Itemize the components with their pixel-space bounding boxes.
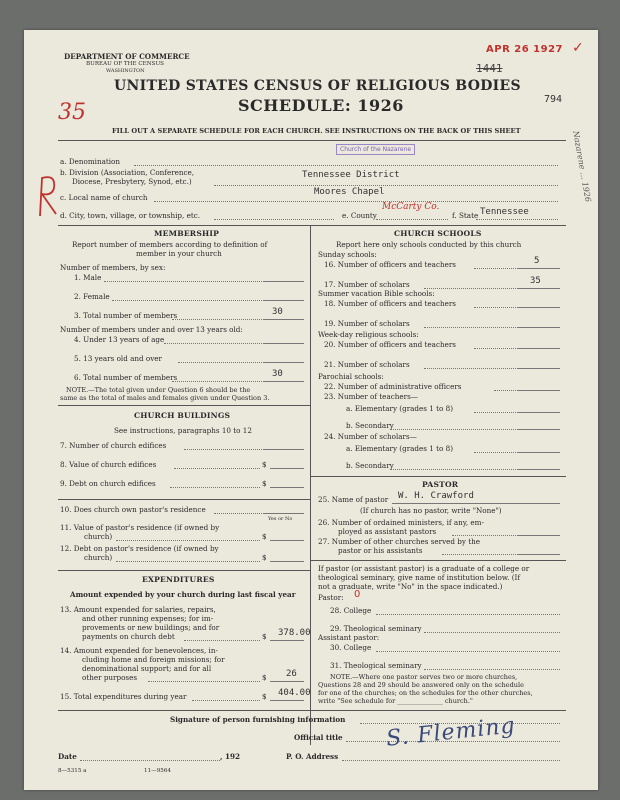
q22-admin: 22. Number of administrative officers (324, 382, 462, 391)
bureau-label: BUREAU OF THE CENSUS (86, 61, 165, 67)
denomination-label: a. Denomination (60, 157, 120, 166)
summer-schools-label: Summer vacation Bible schools: (318, 289, 435, 298)
q3-value: 30 (272, 307, 283, 317)
q10-pastor-residence: 10. Does church own pastor's residence (60, 505, 206, 514)
sunday-schools-label: Sunday schools: (318, 250, 377, 259)
local-name-label: c. Local name of church (60, 193, 148, 202)
form-number: 8—5315 a (58, 768, 87, 774)
college-note2: theological seminary, give name of institution below. (If (318, 573, 521, 582)
q13-line1: 13. Amount expended for salaries, repairs, (60, 605, 216, 614)
yes-no-hint: Yes or No (268, 516, 293, 522)
signature-handwriting: S. Fleming (385, 713, 517, 752)
q23b-secondary: b. Secondary (346, 421, 394, 430)
q24a-elementary: a. Elementary (grades 1 to 8) (346, 444, 453, 453)
pastor-note2: Questions 28 and 29 should be answered only on the schedule (318, 681, 524, 689)
schedule-title: SCHEDULE: 1926 (238, 96, 404, 115)
po-address-label: P. O. Address (286, 752, 339, 761)
q29-seminary: 29. Theological seminary (330, 624, 422, 633)
red-handwritten-number: 35 (58, 100, 86, 125)
q19-scholars: 19. Number of scholars (324, 319, 410, 328)
q15-dollar: $ (262, 692, 267, 701)
q26-line2: ployed as assistant pastors (338, 527, 437, 536)
division-value: Tennessee District (302, 170, 400, 180)
q12-church: church) (84, 553, 113, 562)
census-schedule-page (24, 30, 598, 790)
q14-line2: cluding home and foreign missions; for (82, 655, 225, 664)
q12-dollar: $ (262, 553, 267, 562)
pastor-label: Pastor: (318, 593, 344, 602)
q14-value: 26 (286, 669, 297, 679)
q24-scholars: 24. Number of scholars— (324, 432, 417, 441)
q17-scholars: 17. Number of scholars (324, 280, 410, 289)
q12-debt-residence: 12. Debt on pastor's residence (if owned by (60, 544, 219, 553)
division-label-2: Diocese, Presbytery, Synod, etc.) (72, 177, 192, 186)
pastor-note4: write "See schedule for ______________ church." (318, 697, 473, 705)
q13-line4: payments on church debt (82, 632, 175, 641)
expenditures-title: EXPENDITURES (142, 575, 215, 584)
city-town-label: d. City, town, village, or township, etc. (60, 211, 201, 220)
q15-total: 15. Total expenditures during year (60, 692, 187, 701)
q31-seminary: 31. Theological seminary (330, 661, 422, 670)
q2-female: 2. Female (74, 292, 110, 301)
city-label: WASHINGTON (106, 68, 145, 74)
q1-male: 1. Male (74, 273, 102, 282)
received-date-stamp: APR 26 1927 (486, 44, 563, 55)
column-divider (310, 225, 311, 745)
weekday-schools-label: Week-day religious schools: (318, 330, 419, 339)
check-mark-icon: ✓ (572, 40, 584, 56)
q21-scholars: 21. Number of scholars (324, 360, 410, 369)
q15-value: 404.00 (278, 688, 311, 698)
q4-under13: 4. Under 13 years of age (74, 335, 165, 344)
q13-dollar: $ (262, 632, 267, 641)
membership-sub1: Report number of members according to definition of (72, 240, 268, 249)
q13-line2: and other running expenses; for im- (82, 614, 214, 623)
pastor-note3: for one of the churches; on the schedules for the other churches, (318, 689, 533, 697)
file-number: 794 (544, 94, 563, 105)
local-name-value: Moores Chapel (314, 187, 385, 197)
members-under13-label: Number of members under and over 13 years old: (60, 325, 243, 334)
q13-line3: provements or new buildings; and for (82, 623, 220, 632)
q8-value-edifices: 8. Value of church edifices (60, 460, 157, 469)
buildings-sub: See instructions, paragraphs 10 to 12 (114, 426, 252, 435)
q14-dollar: $ (262, 673, 267, 682)
struck-number: 1441 (476, 62, 503, 75)
margin-handwritten-note: Nazarene ... 1926 (571, 130, 593, 203)
q5-over13: 5. 13 years old and over (74, 354, 162, 363)
q14-line4: other purposes (82, 673, 138, 682)
q11-church: church) (84, 532, 113, 541)
parochial-schools-label: Parochial schools: (318, 372, 384, 381)
year-label: , 192 (220, 752, 241, 761)
q26-line1: 26. Number of ordained ministers, if any, em- (318, 518, 484, 527)
denomination-stamp: Church of the Nazarene (336, 144, 415, 155)
q25-value: W. H. Crawford (398, 491, 474, 501)
q3-total: 3. Total number of members (74, 311, 178, 320)
print-number: 11—9564 (144, 768, 171, 774)
q27-line1: 27. Number of other churches served by the (318, 537, 481, 546)
membership-note2: same as the total of males and females given under Question 3. (60, 394, 270, 402)
q11-dollar: $ (262, 532, 267, 541)
division-label: b. Division (Association, Conference, (60, 168, 195, 177)
form-title: UNITED STATES CENSUS OF RELIGIOUS BODIES (114, 78, 521, 94)
header-rule (58, 140, 566, 141)
q23a-elementary: a. Elementary (grades 1 to 8) (346, 404, 453, 413)
state-value: Tennessee (480, 207, 529, 217)
pastor-note1: NOTE.—Where one pastor serves two or more churches, (330, 673, 518, 681)
q18-officers: 18. Number of officers and teachers (324, 299, 456, 308)
q14-line3: denominational support; and for all (82, 664, 212, 673)
members-by-sex: Number of members, by sex: (60, 263, 166, 272)
signature-label: Signature of person furnishing information (170, 715, 346, 724)
q9-debt-edifices: 9. Debt on church edifices (60, 479, 156, 488)
college-note3: not a graduate, write "No" in the space indicated.) (318, 582, 503, 591)
buildings-title: CHURCH BUILDINGS (134, 411, 231, 420)
q13-value: 378.00 (278, 628, 311, 638)
q28-college: 28. College (330, 606, 372, 615)
q17-value: 35 (530, 276, 541, 286)
q23-teachers: 23. Number of teachers— (324, 392, 418, 401)
county-label: e. County (342, 211, 377, 220)
q25-pastor-name: 25. Name of pastor (318, 495, 389, 504)
q27-line2: pastor or his assistants (338, 546, 423, 555)
red-r-mark-icon (32, 172, 62, 220)
q16-value: 5 (534, 256, 540, 266)
q24b-secondary: b. Secondary (346, 461, 394, 470)
dept-label: DEPARTMENT OF COMMERCE (64, 52, 190, 61)
membership-sub2: member in your church (136, 249, 222, 258)
college-note1: If pastor (or assistant pastor) is a graduate of a college or (318, 564, 530, 573)
q25-note: (If church has no pastor, write "None") (360, 506, 502, 515)
schools-sub: Report here only schools conducted by this church (336, 240, 522, 249)
pastor-title: PASTOR (422, 480, 459, 489)
membership-title: MEMBERSHIP (154, 229, 220, 238)
q11-value-residence: 11. Value of pastor's residence (if owned by (60, 523, 220, 532)
q7-edifices: 7. Number of church edifices (60, 441, 167, 450)
q16-officers: 16. Number of officers and teachers (324, 260, 456, 269)
q6-total: 6. Total number of members (74, 373, 178, 382)
schools-title: CHURCH SCHOOLS (394, 229, 482, 238)
expenditures-sub: Amount expended by your church during last fiscal year (70, 590, 296, 599)
q14-line1: 14. Amount expended for benevolences, in- (60, 646, 218, 655)
date-label: Date (58, 752, 77, 761)
q6-value: 30 (272, 369, 283, 379)
pastor-mark: 0 (354, 589, 361, 600)
q8-dollar: $ (262, 460, 267, 469)
q9-dollar: $ (262, 479, 267, 488)
state-label: f. State (452, 211, 479, 220)
county-value: McCarty Co. (382, 202, 440, 212)
q30-college: 30. College (330, 643, 372, 652)
official-title-label: Official title (294, 733, 343, 742)
q20-officers: 20. Number of officers and teachers (324, 340, 456, 349)
membership-note1: NOTE.—The total given under Question 6 should be the (66, 386, 251, 394)
separate-schedule-instruction: FILL OUT A SEPARATE SCHEDULE FOR EACH CHURCH. SEE INSTRUCTIONS ON THE BACK OF THIS SHEET (112, 127, 521, 135)
assistant-pastor-label: Assistant pastor: (318, 633, 380, 642)
